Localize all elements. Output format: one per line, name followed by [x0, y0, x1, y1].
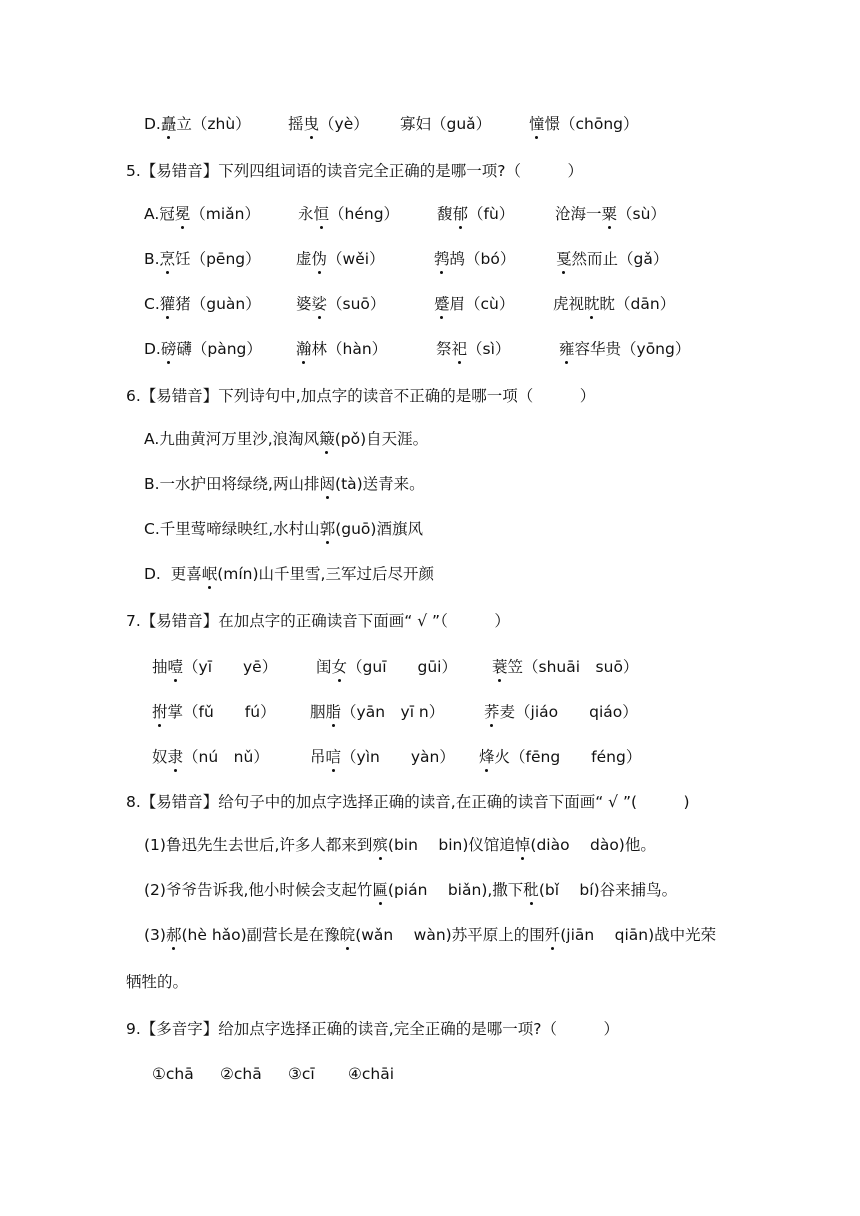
q7-r2-1: 拊掌（fǔ fú）	[152, 703, 276, 721]
q5-stem: 5.【易错音】下列四组词语的读音完全正确的是哪一项?（ ）	[126, 162, 584, 180]
q7-r1-1: 抽噎（yī yē）	[152, 658, 278, 676]
q5-d-2: 瀚林（hàn）	[296, 340, 388, 358]
q5-a-1: A.冠冕（miǎn）	[144, 205, 261, 223]
q5-b-2: 虚伪（wěi）	[296, 250, 385, 268]
q7-r2-3: 荞麦（jiáo qiáo）	[484, 703, 638, 721]
q7-stem: 7.【易错音】在加点字的正确读音下面画“ √ ”（ ）	[126, 612, 510, 630]
q5-b-1: B.烹饪（pēng）	[144, 250, 261, 268]
q5-c-2: 婆娑（suō）	[296, 295, 386, 313]
q5-a-4: 沧海一粟（sù）	[555, 205, 666, 223]
q5-c-1: C.獾猪（guàn）	[144, 295, 261, 313]
q8-stem: 8.【易错音】给句子中的加点字选择正确的读音,在正确的读音下面画“ √ ”( )	[126, 793, 690, 811]
q7-r2-2: 胭脂（yān yī n）	[310, 703, 445, 721]
q5-b-3: 鹁鸪（bó）	[434, 250, 516, 268]
q5-b-4: 戛然而止（gǎ）	[556, 250, 669, 268]
q4-option-d-item-2: 摇曳（yè）	[288, 115, 369, 133]
q6-stem: 6.【易错音】下列诗句中,加点字的读音不正确的是哪一项（ ）	[126, 387, 596, 405]
q9-choice-3: ③cī	[288, 1065, 315, 1083]
q6-option-c: C.千里莺啼绿映红,水村山郭(guō)酒旗风	[144, 520, 423, 538]
q7-r1-3: 蓑笠（shuāi suō）	[492, 658, 639, 676]
q9-choice-2: ②chā	[220, 1065, 262, 1083]
q5-d-1: D.磅礴（pàng）	[144, 340, 262, 358]
q8-item-2: (2)爷爷告诉我,他小时候会支起竹匾(pián biǎn),撒下秕(bǐ bí)谷来捕鸟。	[144, 881, 678, 899]
q5-c-3: 蹙眉（cù）	[434, 295, 515, 313]
q6-option-d: D. 更喜岷(mín)山千里雪,三军过后尽开颜	[144, 565, 434, 583]
q5-a-2: 永恒（héng）	[298, 205, 400, 223]
q5-c-4: 虎视眈眈（dān）	[553, 295, 676, 313]
q9-choice-1: ①chā	[152, 1065, 194, 1083]
q7-r3-2: 吊唁（yìn yàn）	[310, 748, 455, 766]
q5-d-4: 雍容华贵（yōng）	[559, 340, 691, 358]
q5-a-3: 馥郁（fù）	[437, 205, 515, 223]
q7-r3-1: 奴隶（nú nǔ）	[152, 748, 269, 766]
q4-option-d-item-1: D.矗立（zhù）	[144, 115, 251, 133]
q8-item-3: (3)郝(hè hǎo)副营长是在豫皖(wǎn wàn)苏平原上的围歼(jiān qiān)战中光荣	[144, 926, 717, 944]
q6-option-a: A.九曲黄河万里沙,浪淘风簸(pǒ)自天涯。	[144, 430, 429, 448]
q9-choice-4: ④chāi	[348, 1065, 395, 1083]
q8-item-1: (1)鲁迅先生去世后,许多人都来到殡(bin bin)仪馆追悼(diào dào)他。	[144, 836, 656, 854]
q4-option-d-item-4: 憧憬（chōng）	[529, 115, 639, 133]
q8-item-3-continuation: 牺牲的。	[126, 973, 189, 991]
q9-stem: 9.【多音字】给加点字选择正确的读音,完全正确的是哪一项?（ ）	[126, 1020, 619, 1038]
q5-d-3: 祭祀（sì）	[436, 340, 511, 358]
q7-r3-3: 烽火（fēng féng）	[479, 748, 642, 766]
q7-r1-2: 闺女（guī gūi）	[316, 658, 457, 676]
q4-option-d-item-3: 寡妇（guǎ）	[400, 115, 492, 133]
q6-option-b: B.一水护田将绿绕,两山排闼(tà)送青来。	[144, 475, 425, 493]
